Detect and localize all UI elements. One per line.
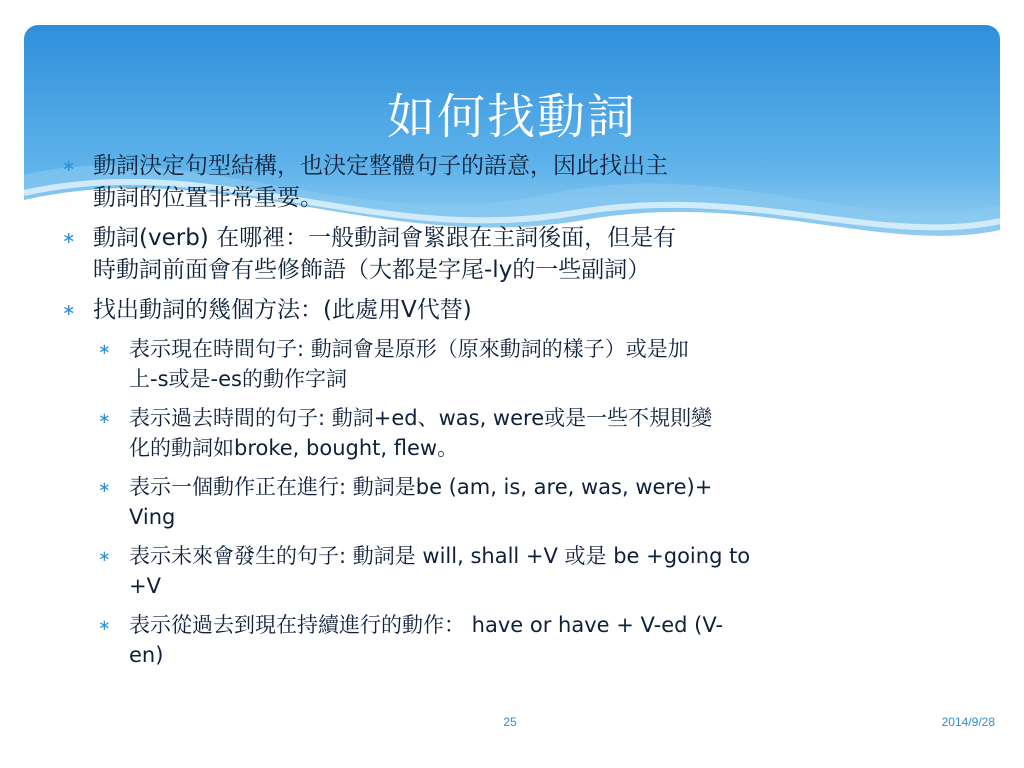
footer-date: 2014/9/28: [941, 715, 995, 729]
slide-body: [60, 150, 960, 679]
sub-bullet-text: 表示過去時間的句子: 動詞+ed、was, were或是一些不規則變 化的動詞如broke, bought, flew。: [129, 406, 713, 460]
bullet-marker-icon: ∗: [98, 409, 111, 427]
sub-bullet-text: 表示從過去到現在持續進行的動作： have or have + V-ed (V- en): [129, 613, 724, 667]
sub-bullet-item: [60, 541, 960, 601]
bullet-text: 動詞(verb) 在哪裡：一般動詞會緊跟在主詞後面，但是有 時動詞前面會有些修飾語（大都是字尾-ly的一些副詞）: [93, 225, 677, 283]
bullet-text: 找出動詞的幾個方法：(此處用V代替): [93, 297, 472, 323]
bullet-marker-icon: ∗: [62, 156, 76, 175]
bullet-marker-icon: ∗: [98, 547, 111, 565]
sub-bullet-item: [60, 610, 960, 670]
sub-bullet-item: [60, 334, 960, 394]
bullet-marker-icon: ∗: [98, 340, 111, 358]
bullet-marker-icon: ∗: [62, 228, 76, 247]
bullet-text: 動詞決定句型結構，也決定整體句子的語意，因此找出主 動詞的位置非常重要。: [93, 153, 668, 211]
page-number: 25: [503, 715, 517, 729]
sub-bullet-item: [60, 472, 960, 532]
bullet-marker-icon: ∗: [98, 616, 111, 634]
bullet-item: [60, 150, 960, 214]
bullet-marker-icon: ∗: [62, 300, 76, 319]
sub-bullet-text: 表示未來會發生的句子: 動詞是 will, shall +V 或是 be +going to +V: [129, 544, 751, 598]
slide-title: 如何找動詞: [386, 89, 637, 145]
bullet-item: [60, 222, 960, 286]
sub-bullet-text: 表示一個動作正在進行: 動詞是be (am, is, are, was, were)+ Ving: [129, 475, 713, 529]
bullet-marker-icon: ∗: [98, 478, 111, 496]
bullet-item: [60, 294, 960, 326]
sub-bullet-text: 表示現在時間句子: 動詞會是原形（原來動詞的樣子）或是加 上-s或是-es的動作字詞: [129, 337, 689, 391]
sub-bullet-item: [60, 403, 960, 463]
